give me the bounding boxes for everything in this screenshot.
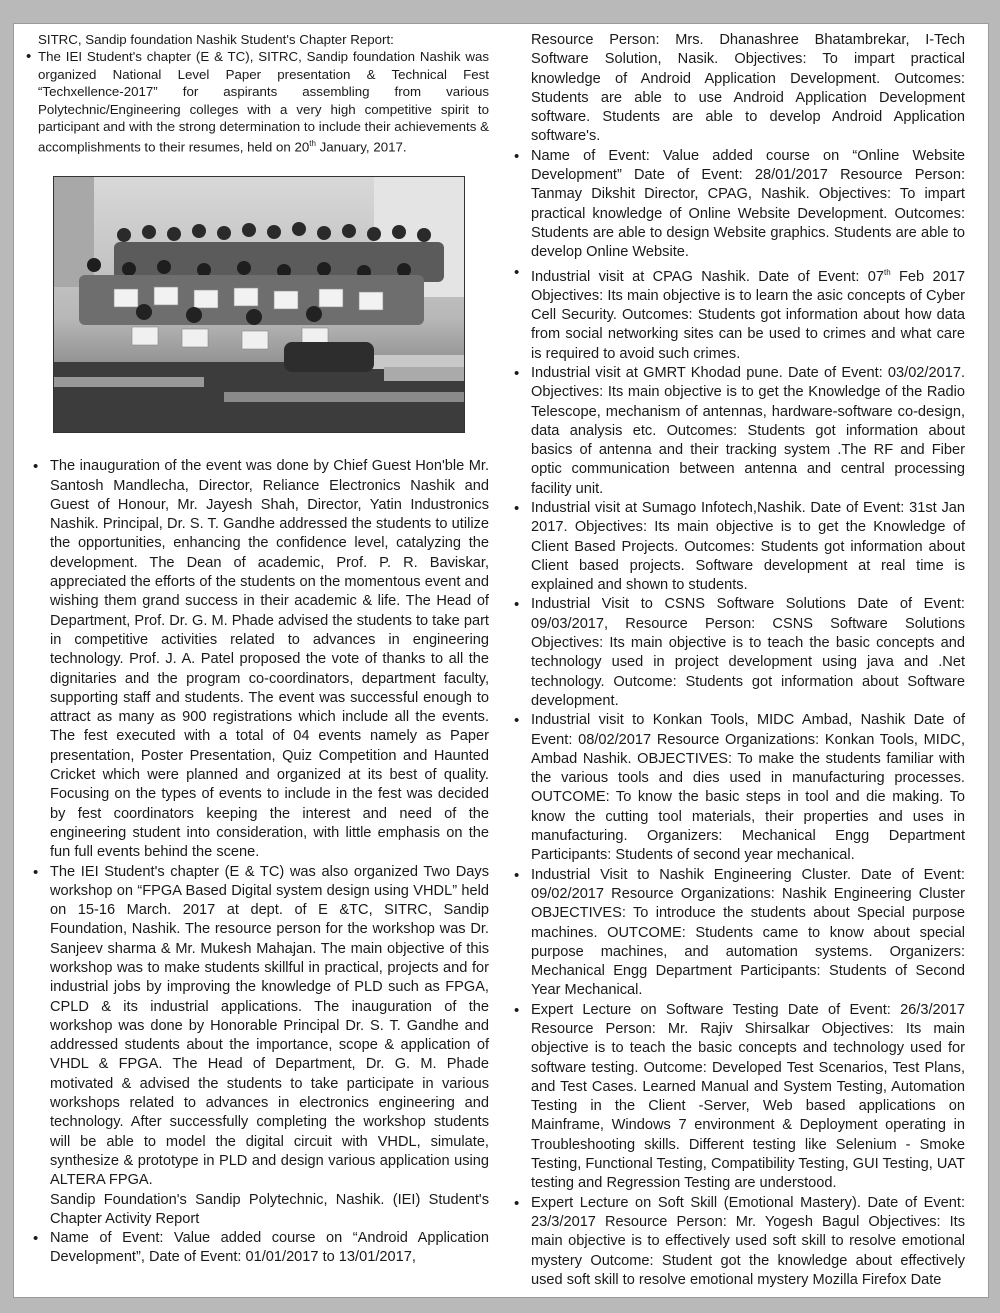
fpga-workshop-text: The IEI Student's chapter (E & TC) was also organized Two Days workshop on “FPGA Based Digital system design using VHDL” held on 15-16 March. 2017 at dept. of E &TC, SITRC, Sandip Foundation, Nashik. The resource person for the workshop was Dr. Sanjeev sharma & Mr. Mukesh Mahajan. The main objective of this workshop was to make students skillful in practical, projects and for industrial jobs by improving the knowledge of PLD such as FPGA, CPLD & its industrial applications. The inauguration of the workshop was done by Honorable Principal Dr. S. T. Gandhe and addressed students about the importance, scope & application of VHDL & FPGA. The Head of Department, Dr. G. M. Phade motivated & advised the students to take participate in various workshops related to advances in electronics engineering and technology. After successfully completing the workshop students will be able to model the digital circuit with VHDL, simulate, synthesize & prototype in PLD and design various application using ALTERA FPGA. (50, 863, 489, 1189)
sumago-visit-bullet (507, 499, 965, 595)
soft-skill-text: Expert Lecture on Soft Skill (Emotional Mastery). Date of Event: 23/3/2017 Resource Person: Mr. Yogesh Bagul Objectives: Its main objective is to effectively used soft skill to resolve emotional mystery Outcome: Student got the knowledge about effectively used soft skill to resolve emotional mystery Mozilla Firefox Date (531, 1194, 965, 1288)
cpag-visit-bullet (507, 263, 965, 364)
gmrt-visit-bullet (507, 364, 965, 499)
cluster-visit-text: Industrial Visit to Nashik Engineering Cluster. Date of Event: 09/02/2017 Resource Organizations: Nashik Engineering Cluster OBJECTIVES: To introduce the students about Special purpose machines. OUTCOME: Students came to know about special purpose machines, and automation systems. Organizers: Mechanical Engg Department Participants: Students of Second Year Mechanical. (531, 866, 965, 999)
techxellence-date-suffix: th (309, 139, 316, 149)
polytechnic-heading: Sandip Foundation's Sandip Polytechnic, Nashik. (IEI) Student's Chapter Activity Report (50, 1191, 489, 1227)
sumago-visit-text: Industrial visit at Sumago Infotech,Nashik. Date of Event: 31st Jan 2017. Objectives: Its main objective is to get the Knowledge of Client Based Projects. Outcomes: Students got information about Client based projects. Software development at real time is explained and shown to students. (531, 499, 965, 594)
software-testing-text: Expert Lecture on Software Testing Date of Event: 26/3/2017 Resource Person: Mr. Rajiv Shirsalkar Objectives: Its main objective is to teach the basic concepts and technology used for software testing. Outcome: Developed Test Scenarios, Test Plans, and Test Cases. Learned Manual and System Testing, Automation Testing in the Client -Server, Web based applications on Mainframe, Windows 7 environment & Deployment operating in Troubleshooting skills. Different testing like Selenium - Smoke Testing, Functional Testing, Compatibility Testing, GUI Testing, UAT testing and Regression Testing are understood. (531, 1001, 965, 1192)
android-course-bullet (26, 1229, 489, 1268)
konkan-visit-text: Industrial visit to Konkan Tools, MIDC Ambad, Nashik Date of Event: 08/02/2017 Resource Organizations: Konkan Tools, MIDC, Ambad Nashik. OBJECTIVES: To make the students familiar with the various tools and dies used in manufacturing processes. OUTCOME: To know the basic steps in tool and die making. To know the cutting tool materials, their properties and uses in manufacturing. Organizers: Mechanical Engg Department Participants: Students of second year mechanical. (531, 712, 965, 864)
software-testing-bullet (507, 1001, 965, 1194)
gmrt-visit-text: Industrial visit at GMRT Khodad pune. Date of Event: 03/02/2017. Objectives: Its main objective is to get the Knowledge of the Radio Telescope, mechanism of antennas, hardware-software co-design, data analysis etc. Outcomes: Students got information about basics of antenna and their tracking system .The RF and Fiber optic communication between antenna and central processing facility unit. (531, 364, 965, 497)
android-course-text: Name of Event: Value added course on “Android Application Development”, Date of Event: 01/01/2017 to 13/01/2017, (50, 1230, 489, 1266)
cpag-visit-text-rest: Feb 2017 Objectives: Its main objective is to learn the asic concepts of Cyber Cell Security. Outcomes: Students got information about how data from social networking sites can be used to crimes and what care is required to avoid such crimes. (531, 268, 965, 362)
website-course-text: Name of Event: Value added course on “Online Website Development” Date of Event: 28/01/2017 Resource Person: Tanmay Dikshit Director, CPAG, Nashik. Objectives: To impart practical knowledge of Online Website Development. Outcomes: Students are able to design Website graphics. Students are able to develop Online Website. (531, 147, 965, 261)
inauguration-text: The inauguration of the event was done by Chief Guest Hon'ble Mr. Santosh Mandlecha, Director, Reliance Electronics Nashik and Guest of Honour, Mr. Jayesh Shah, Director, Yatin Industronics Nashik. Principal, Dr. S. T. Gandhe addressed the students to utilize the opportunities, enhancing the confidence level, catalyzing the development. The Dean of academic, Prof. P. R. Baviskar, appreciated the efforts of the students on the momentous event and wishing them grand success in their academic & life. The Head of Department, Prof. Dr. G. M. Phade advised the students to take part in competitive activities related to advances in engineering technology. Prof. J. A. Patel proposed the vote of thanks to all the dignitaries and the program co-coordinators, department faculty, supporting staff and students. The event was successful enough to attract as many as 900 registrations which include all the events. The fest executed with a total of 04 events namely as Paper presentation, Poster Presentation, Quiz Competition and Haunted Cricket which were planned and organized at its best of quality. Focusing on the types of events to include in the fest was decided by fest coordinators keeping the interest and need of the engineering student into consideration, with little emphasis on the fun full events behind the scene. (50, 458, 489, 861)
techxellence-date-rest: January, 2017. (315, 139, 407, 155)
techxellence-section (26, 31, 489, 156)
android-course-continuation: Resource Person: Mrs. Dhanashree Bhatambrekar, I-Tech Software Solution, Nasik. Objectives: To impart practical knowledge of Android Application Development. Outcomes: Students are able to use Android Application Development software. Students are able to develop Android Application software's. (531, 32, 965, 145)
techxellence-text: The IEI Student's chapter (E & TC), SITRC, Sandip foundation Nashik was organized National Level Paper presentation & Technical Fest “Techxellence-2017” for aspirants assembling from various Polytechnic/Engineering colleges with a very high competitive spirit to participant and with the strong determination to include their achievements & accomplishments to their resumes, held on (38, 49, 489, 155)
cpag-visit-date-suffix: th (883, 267, 891, 277)
techxellence-date-day: 20 (294, 139, 310, 155)
group-photo (53, 176, 465, 433)
left-column (26, 31, 489, 1268)
cpag-visit-text: Industrial visit at CPAG Nashik. Date of Event: 07 (531, 268, 884, 285)
right-column (507, 31, 965, 1290)
chapter-report-intro: SITRC, Sandip foundation Nashik Student's Chapter Report: (38, 32, 394, 47)
csns-visit-bullet (507, 595, 965, 711)
cluster-visit-bullet (507, 866, 965, 1001)
soft-skill-bullet (507, 1194, 965, 1290)
techxellence-bullet (26, 48, 489, 156)
csns-visit-text: Industrial Visit to CSNS Software Solutions Date of Event: 09/03/2017, Resource Person: CSNS Software Solutions Objectives: Its main objective is to teach the basic concepts and technology used in project development using java and .Net technology. Outcome: Students got information about Software development. (531, 596, 965, 709)
inauguration-bullet (26, 457, 489, 862)
website-course-bullet (507, 147, 965, 263)
fpga-workshop-bullet (26, 863, 489, 1191)
konkan-visit-bullet (507, 711, 965, 865)
newsletter-page (13, 23, 989, 1298)
